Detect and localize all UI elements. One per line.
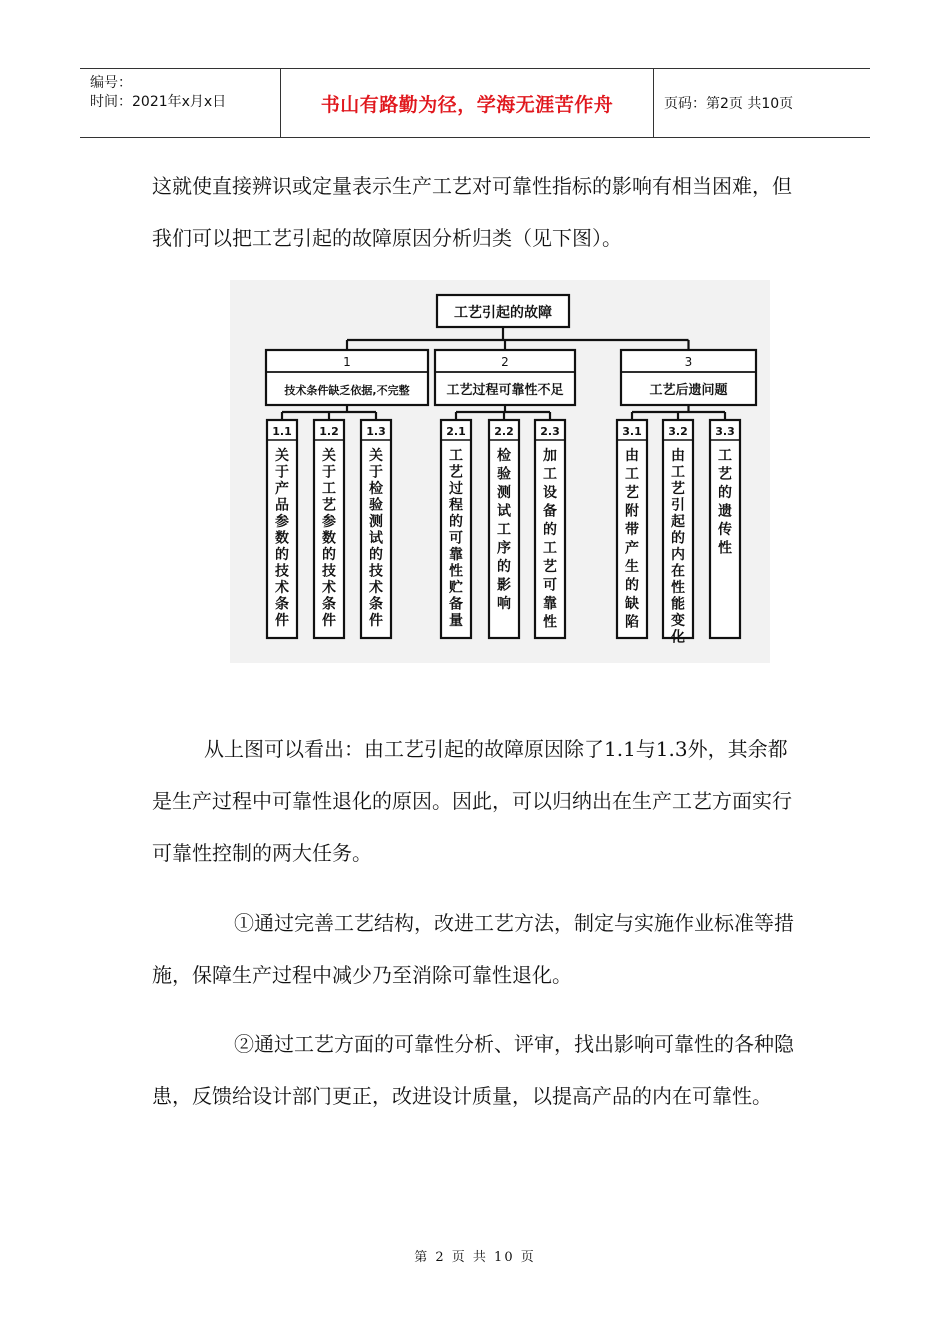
item-char: 影 — [497, 577, 511, 594]
item-char: 艺 — [322, 497, 336, 514]
item-char: 数 — [322, 530, 336, 547]
item-char: 性 — [543, 614, 557, 631]
fault-cause-diagram — [230, 280, 770, 663]
item-number: 3.1 — [622, 425, 642, 438]
item-char: 加 — [543, 448, 557, 464]
item-char: 的 — [625, 577, 639, 594]
item-number: 1.2 — [319, 425, 339, 438]
item-char: 引 — [671, 497, 685, 514]
item-char: 缺 — [625, 596, 639, 612]
item-char: 艺 — [449, 464, 463, 481]
diagram-svg — [230, 280, 770, 663]
item-char: 艺 — [718, 466, 732, 483]
group-title: 工艺过程可靠性不足 — [446, 383, 564, 398]
item-char: 备 — [449, 596, 463, 613]
group-number: 2 — [501, 355, 509, 369]
item-char: 性 — [718, 540, 732, 557]
item-char: 的 — [497, 559, 511, 575]
item-char: 于 — [369, 464, 383, 481]
item-char: 生 — [625, 559, 639, 575]
item-char: 数 — [275, 530, 289, 547]
item-char: 备 — [543, 503, 557, 520]
item-char: 检 — [497, 448, 511, 464]
item-char: 起 — [671, 514, 685, 530]
item-char: 技 — [275, 563, 289, 580]
item-char: 艺 — [543, 559, 557, 575]
item-number: 1.1 — [272, 425, 292, 438]
item-char: 试 — [369, 530, 383, 547]
item-char: 附 — [625, 503, 639, 520]
item-char: 工 — [625, 466, 639, 483]
item-number: 2.2 — [494, 425, 514, 438]
item-char: 工 — [671, 464, 685, 481]
item-char: 关 — [322, 448, 336, 464]
item-number: 2.3 — [540, 425, 560, 438]
item-char: 遗 — [718, 503, 732, 520]
item-char: 在 — [671, 563, 685, 580]
item-char: 可 — [543, 577, 557, 594]
header-number-label: 编号： — [90, 75, 132, 91]
item-char: 艺 — [625, 485, 639, 501]
group-title: 工艺后遗问题 — [649, 383, 728, 398]
item-char: 的 — [449, 514, 463, 530]
item-char: 的 — [369, 547, 383, 563]
item-char: 于 — [322, 464, 336, 481]
item-char: 检 — [369, 481, 383, 497]
item-char: 验 — [369, 497, 383, 514]
item-char: 关 — [369, 448, 383, 464]
item-char: 过 — [449, 481, 463, 497]
item-char: 性 — [449, 563, 463, 580]
item-char: 件 — [322, 613, 336, 629]
item-char: 工 — [322, 481, 336, 497]
item-char: 贮 — [449, 580, 463, 596]
item-char: 能 — [671, 596, 685, 613]
item-char: 的 — [543, 522, 557, 538]
item-char: 验 — [497, 466, 511, 483]
item-char: 测 — [497, 485, 511, 501]
item-char: 条 — [322, 596, 336, 613]
item-char: 量 — [449, 613, 463, 629]
paragraph-analysis: 从上图可以看出：由工艺引起的故障原因除了1.1与1.3外，其余都是生产过程中可靠性退化的原因。因此，可以归纳出在生产工艺方面实行可靠性控制的两大任务。 — [152, 737, 792, 865]
item-char: 工 — [543, 540, 557, 557]
item-char: 的 — [718, 485, 732, 501]
header-page-info: 页码：第2页 共10页 — [664, 96, 794, 112]
paragraph-intro: 这就使直接辨识或定量表示生产工艺对可靠性指标的影响有相当困难，但我们可以把工艺引起的故障原因分析归类（见下图）。 — [152, 174, 792, 250]
item-char: 序 — [497, 540, 511, 557]
group-title: 技术条件缺乏依据,不完整 — [284, 384, 410, 397]
item-number: 1.3 — [366, 425, 386, 438]
item-char: 传 — [718, 522, 732, 538]
root-node-label: 工艺引起的故障 — [454, 305, 552, 321]
item-number: 2.1 — [446, 425, 466, 438]
item-char: 参 — [322, 514, 336, 530]
item-char: 响 — [497, 596, 511, 612]
item-char: 件 — [369, 613, 383, 629]
header-meta — [80, 69, 281, 137]
item-char: 可 — [449, 530, 463, 547]
item-char: 工 — [449, 448, 463, 464]
item-char: 靠 — [449, 547, 463, 563]
item-char: 工 — [718, 448, 732, 464]
page-footer: 第 2 页 共 10 页 — [414, 1250, 536, 1265]
item-char: 工 — [497, 522, 511, 538]
item-char: 件 — [275, 613, 289, 629]
item-number: 3.2 — [668, 425, 688, 438]
item-char: 技 — [369, 563, 383, 580]
item-char: 于 — [275, 464, 289, 481]
item-char: 试 — [497, 503, 511, 520]
item-number: 3.3 — [715, 425, 735, 438]
item-char: 的 — [671, 530, 685, 547]
item-char: 测 — [369, 514, 383, 530]
paragraph-task-2: ②通过工艺方面的可靠性分析、评审，找出影响可靠性的各种隐患，反馈给设计部门更正，改进设计质量，以提高产品的内在可靠性。 — [152, 1032, 794, 1108]
group-number: 3 — [684, 355, 693, 369]
item-char: 术 — [322, 580, 336, 596]
item-char: 设 — [543, 485, 557, 501]
item-char: 条 — [275, 596, 289, 613]
item-char: 变 — [671, 613, 685, 629]
item-char: 产 — [625, 540, 639, 557]
item-char: 条 — [369, 596, 383, 613]
item-char: 技 — [322, 563, 336, 580]
group-number: 1 — [343, 355, 351, 369]
page-header — [80, 68, 870, 138]
item-char: 靠 — [543, 596, 557, 612]
item-char: 关 — [275, 448, 289, 464]
item-char: 带 — [625, 522, 639, 538]
item-char: 工 — [543, 466, 557, 483]
item-char: 的 — [322, 547, 336, 563]
item-char: 内 — [671, 547, 685, 563]
item-char: 术 — [369, 580, 383, 596]
paragraph-task-1: ①通过完善工艺结构，改进工艺方法，制定与实施作业标准等措施，保障生产过程中减少乃至消除可靠性退化。 — [152, 911, 794, 987]
item-char: 参 — [275, 514, 289, 530]
header-motto: 书山有路勤为径，学海无涯苦作舟 — [281, 69, 654, 137]
item-char: 程 — [449, 497, 463, 514]
item-char: 品 — [275, 497, 289, 514]
item-char: 性 — [671, 580, 685, 596]
item-char: 艺 — [671, 481, 685, 497]
item-char: 产 — [275, 481, 289, 497]
item-char: 术 — [275, 580, 289, 596]
item-char: 化 — [671, 629, 685, 646]
item-char: 由 — [625, 448, 639, 464]
item-char: 陷 — [625, 614, 639, 631]
header-time-label: 时间：2021年x月x日 — [90, 94, 227, 110]
item-char: 由 — [671, 448, 685, 464]
item-char: 的 — [275, 547, 289, 563]
